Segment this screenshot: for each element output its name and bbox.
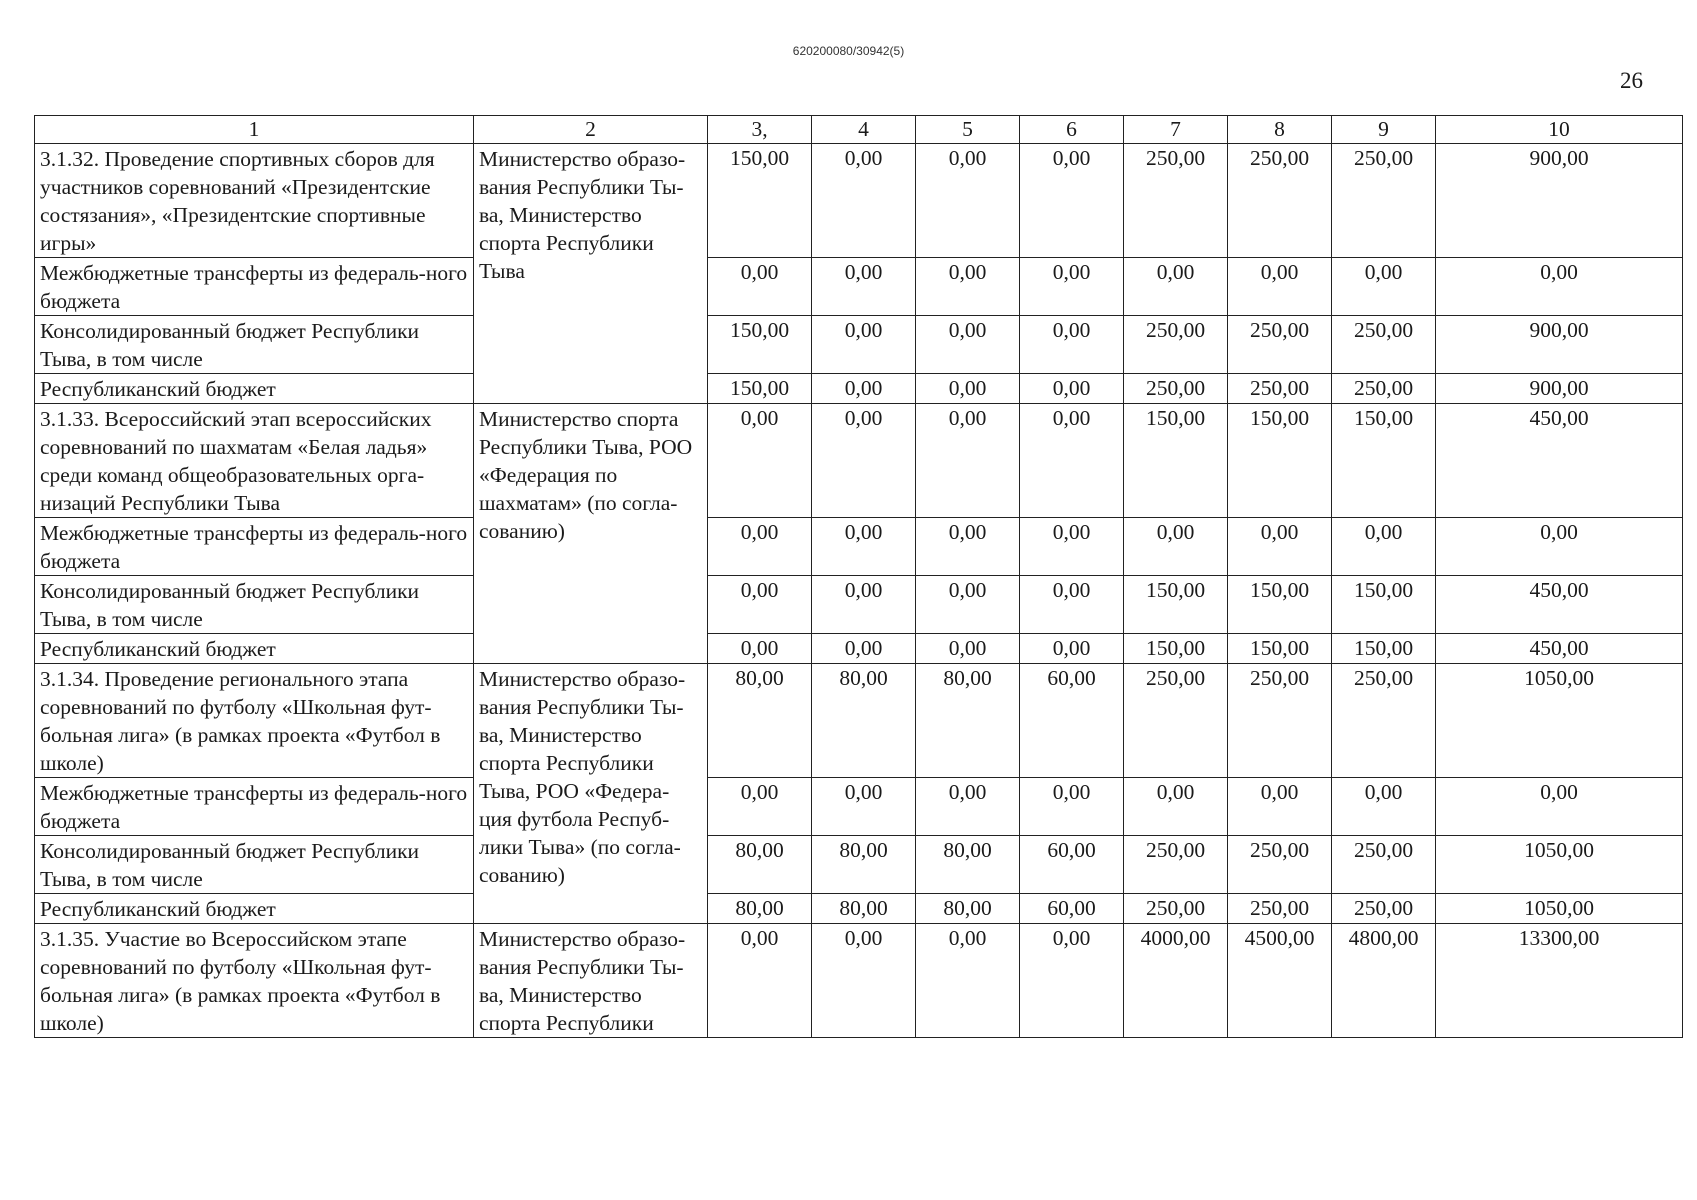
page-number: 26 <box>1620 68 1643 93</box>
amount-cell: 0,00 <box>1020 924 1124 1038</box>
amount-cell: 0,00 <box>812 924 916 1038</box>
amount-cell: 900,00 <box>1436 316 1683 374</box>
amount-cell: 250,00 <box>1332 374 1436 404</box>
amount-cell: 80,00 <box>812 894 916 924</box>
amount-cell: 250,00 <box>1332 144 1436 258</box>
amount-cell: 250,00 <box>1332 836 1436 894</box>
col-header: 2 <box>474 116 708 144</box>
amount-cell: 0,00 <box>1124 518 1228 576</box>
amount-cell: 80,00 <box>708 664 812 778</box>
amount-cell: 0,00 <box>916 576 1020 634</box>
col-header: 7 <box>1124 116 1228 144</box>
amount-cell: 0,00 <box>708 924 812 1038</box>
row-label: Республиканский бюджет <box>35 374 474 404</box>
row-label: Консолидированный бюджет Республики Тыва, в том числе <box>35 316 474 374</box>
amount-cell: 80,00 <box>708 894 812 924</box>
amount-cell: 0,00 <box>1436 258 1683 316</box>
row-label: Консолидированный бюджет Республики Тыва, в том числе <box>35 836 474 894</box>
amount-cell: 150,00 <box>1332 634 1436 664</box>
amount-cell: 0,00 <box>812 316 916 374</box>
amount-cell: 0,00 <box>708 634 812 664</box>
amount-cell: 13300,00 <box>1436 924 1683 1038</box>
amount-cell: 1050,00 <box>1436 836 1683 894</box>
amount-cell: 0,00 <box>812 634 916 664</box>
amount-cell: 0,00 <box>1020 144 1124 258</box>
amount-cell: 0,00 <box>1228 778 1332 836</box>
amount-cell: 0,00 <box>1332 518 1436 576</box>
amount-cell: 0,00 <box>812 258 916 316</box>
amount-cell: 1050,00 <box>1436 664 1683 778</box>
amount-cell: 150,00 <box>1228 576 1332 634</box>
col-header: 5 <box>916 116 1020 144</box>
amount-cell: 0,00 <box>1020 316 1124 374</box>
table-row <box>35 374 1683 404</box>
amount-cell: 250,00 <box>1228 664 1332 778</box>
row-label: Республиканский бюджет <box>35 894 474 924</box>
amount-cell: 0,00 <box>1436 518 1683 576</box>
row-label: 3.1.32. Проведение спортивных сборов для участников соревнований «Президентские состязания», «Президентские спортивные игры» <box>35 144 474 258</box>
amount-cell: 0,00 <box>1332 258 1436 316</box>
amount-cell: 0,00 <box>708 576 812 634</box>
amount-cell: 150,00 <box>1228 404 1332 518</box>
col-header: 8 <box>1228 116 1332 144</box>
amount-cell: 0,00 <box>1020 374 1124 404</box>
amount-cell: 0,00 <box>812 404 916 518</box>
amount-cell: 80,00 <box>916 894 1020 924</box>
amount-cell: 250,00 <box>1332 894 1436 924</box>
table-row <box>35 924 1683 1038</box>
amount-cell: 0,00 <box>1020 518 1124 576</box>
amount-cell: 0,00 <box>812 518 916 576</box>
responsible-organization: Министерство спорта Республики Тыва, РОО «Федерация по шахматам» (по согла-сованию) <box>474 404 708 664</box>
col-header: 10 <box>1436 116 1683 144</box>
table-row <box>35 518 1683 576</box>
col-header: 1 <box>35 116 474 144</box>
amount-cell: 0,00 <box>1228 258 1332 316</box>
amount-cell: 0,00 <box>708 258 812 316</box>
amount-cell: 0,00 <box>916 144 1020 258</box>
table-row <box>35 258 1683 316</box>
amount-cell: 0,00 <box>1020 404 1124 518</box>
amount-cell: 60,00 <box>1020 836 1124 894</box>
row-label: Межбюджетные трансферты из федераль-ного бюджета <box>35 518 474 576</box>
amount-cell: 250,00 <box>1332 664 1436 778</box>
row-label: Межбюджетные трансферты из федераль-ного бюджета <box>35 778 474 836</box>
row-label: 3.1.35. Участие во Всероссийском этапе соревнований по футболу «Школьная фут-больная лига» (в рамках проекта «Футбол в школе) <box>35 924 474 1038</box>
amount-cell: 150,00 <box>1228 634 1332 664</box>
amount-cell: 4800,00 <box>1332 924 1436 1038</box>
amount-cell: 0,00 <box>916 924 1020 1038</box>
amount-cell: 0,00 <box>708 404 812 518</box>
table-row <box>35 634 1683 664</box>
col-header: 6 <box>1020 116 1124 144</box>
amount-cell: 80,00 <box>708 836 812 894</box>
col-header: 4 <box>812 116 916 144</box>
row-label: Республиканский бюджет <box>35 634 474 664</box>
amount-cell: 450,00 <box>1436 634 1683 664</box>
row-label: 3.1.34. Проведение регионального этапа соревнований по футболу «Школьная фут-больная лига» (в рамках проекта «Футбол в школе) <box>35 664 474 778</box>
amount-cell: 150,00 <box>708 374 812 404</box>
amount-cell: 250,00 <box>1228 836 1332 894</box>
amount-cell: 150,00 <box>708 144 812 258</box>
col-header: 9 <box>1332 116 1436 144</box>
amount-cell: 250,00 <box>1228 316 1332 374</box>
document-id: 620200080/30942(5) <box>792 44 905 58</box>
row-label: Консолидированный бюджет Республики Тыва, в том числе <box>35 576 474 634</box>
amount-cell: 0,00 <box>916 258 1020 316</box>
amount-cell: 150,00 <box>1124 404 1228 518</box>
amount-cell: 250,00 <box>1124 374 1228 404</box>
amount-cell: 80,00 <box>812 836 916 894</box>
amount-cell: 250,00 <box>1124 144 1228 258</box>
amount-cell: 450,00 <box>1436 576 1683 634</box>
budget-table <box>34 115 1683 1038</box>
table-row <box>35 664 1683 778</box>
amount-cell: 0,00 <box>1228 518 1332 576</box>
amount-cell: 250,00 <box>1332 316 1436 374</box>
table-row <box>35 836 1683 894</box>
row-label: Межбюджетные трансферты из федераль-ного бюджета <box>35 258 474 316</box>
amount-cell: 0,00 <box>916 374 1020 404</box>
row-label: 3.1.33. Всероссийский этап всероссийских соревнований по шахматам «Белая ладья» среди команд общеобразовательных орга-низаций Республики Тыва <box>35 404 474 518</box>
col-header: 3, <box>708 116 812 144</box>
responsible-organization: Министерство образо-вания Республики Ты-ва, Министерство спорта Республики Тыва, РОО «Федера-ция футбола Респуб-лики Тыва» (по согла-сованию) <box>474 664 708 924</box>
amount-cell: 150,00 <box>708 316 812 374</box>
responsible-organization: Министерство образо-вания Республики Ты-ва, Министерство спорта Республики Тыва <box>474 144 708 404</box>
amount-cell: 0,00 <box>1436 778 1683 836</box>
amount-cell: 0,00 <box>916 634 1020 664</box>
table-row <box>35 894 1683 924</box>
table-row <box>35 316 1683 374</box>
amount-cell: 0,00 <box>1020 258 1124 316</box>
table-row <box>35 404 1683 518</box>
amount-cell: 250,00 <box>1124 836 1228 894</box>
responsible-organization: Министерство образо-вания Республики Ты-ва, Министерство спорта Республики <box>474 924 708 1038</box>
amount-cell: 0,00 <box>708 778 812 836</box>
amount-cell: 0,00 <box>812 144 916 258</box>
amount-cell: 900,00 <box>1436 374 1683 404</box>
amount-cell: 0,00 <box>1020 634 1124 664</box>
amount-cell: 0,00 <box>1020 778 1124 836</box>
amount-cell: 60,00 <box>1020 894 1124 924</box>
amount-cell: 0,00 <box>1124 258 1228 316</box>
amount-cell: 4000,00 <box>1124 924 1228 1038</box>
amount-cell: 4500,00 <box>1228 924 1332 1038</box>
amount-cell: 80,00 <box>916 664 1020 778</box>
amount-cell: 80,00 <box>916 836 1020 894</box>
amount-cell: 0,00 <box>916 518 1020 576</box>
amount-cell: 150,00 <box>1332 576 1436 634</box>
amount-cell: 250,00 <box>1228 144 1332 258</box>
amount-cell: 250,00 <box>1228 894 1332 924</box>
amount-cell: 0,00 <box>1332 778 1436 836</box>
amount-cell: 0,00 <box>916 404 1020 518</box>
amount-cell: 0,00 <box>916 778 1020 836</box>
amount-cell: 0,00 <box>708 518 812 576</box>
amount-cell: 1050,00 <box>1436 894 1683 924</box>
amount-cell: 900,00 <box>1436 144 1683 258</box>
amount-cell: 0,00 <box>916 316 1020 374</box>
amount-cell: 0,00 <box>812 778 916 836</box>
table-row <box>35 778 1683 836</box>
amount-cell: 250,00 <box>1124 316 1228 374</box>
table-row <box>35 576 1683 634</box>
table-row <box>35 144 1683 258</box>
amount-cell: 0,00 <box>812 374 916 404</box>
amount-cell: 80,00 <box>812 664 916 778</box>
amount-cell: 0,00 <box>1020 576 1124 634</box>
header-row <box>35 116 1683 144</box>
table-body <box>35 144 1683 1038</box>
amount-cell: 450,00 <box>1436 404 1683 518</box>
amount-cell: 0,00 <box>1124 778 1228 836</box>
amount-cell: 250,00 <box>1124 664 1228 778</box>
amount-cell: 150,00 <box>1332 404 1436 518</box>
amount-cell: 150,00 <box>1124 576 1228 634</box>
amount-cell: 150,00 <box>1124 634 1228 664</box>
amount-cell: 0,00 <box>812 576 916 634</box>
amount-cell: 250,00 <box>1124 894 1228 924</box>
amount-cell: 60,00 <box>1020 664 1124 778</box>
amount-cell: 250,00 <box>1228 374 1332 404</box>
